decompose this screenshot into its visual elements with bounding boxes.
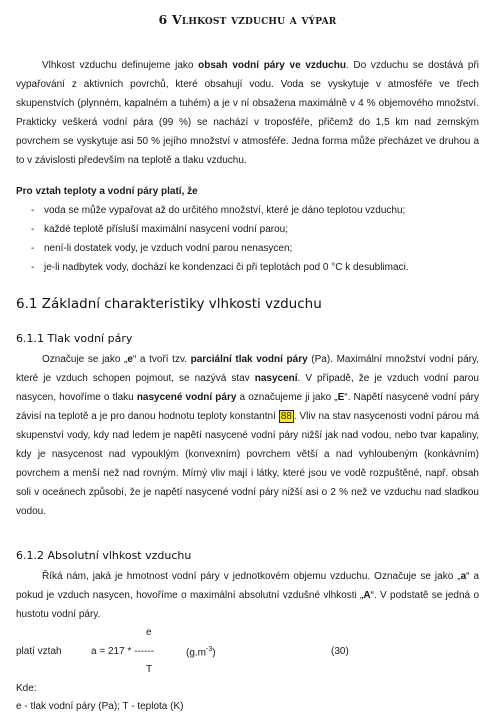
text-run: a označujeme ji jako „ bbox=[236, 392, 338, 403]
section-heading: 6.1 Základní charakteristiky vlhkosti vzduchu bbox=[16, 296, 322, 312]
text-run: “ a tvoří tzv. bbox=[132, 354, 191, 365]
dash-marker: - bbox=[31, 224, 35, 235]
symbol-e: e bbox=[127, 354, 133, 365]
equation-number: (30) bbox=[331, 646, 349, 657]
subsection-heading: 6.1.2 Absolutní vlhkost vzduchu bbox=[16, 549, 192, 562]
formula-denominator: T bbox=[146, 664, 153, 675]
dash-marker: - bbox=[31, 262, 35, 273]
formula-numerator: e bbox=[146, 627, 152, 638]
symbol-a: a bbox=[460, 571, 467, 582]
intro-bullet-list bbox=[16, 201, 479, 277]
where-label: Kde: bbox=[16, 683, 37, 694]
text-run: Říká nám, jaká je hmotnost vodní páry v jednotkovém objemu vzduchu. Označuje se jako „ bbox=[42, 571, 461, 582]
text-run: Označuje se jako „ bbox=[42, 354, 128, 365]
subsection-heading: 6.1.1 Tlak vodní páry bbox=[16, 332, 133, 345]
reference-link[interactable]: 88 bbox=[280, 411, 292, 422]
intro-lead: Pro vztah teploty a vodní páry platí, že bbox=[16, 186, 198, 197]
term-partial-pressure: parciální tlak vodní páry bbox=[190, 354, 308, 365]
unit-text: (g.m bbox=[186, 647, 206, 659]
list-item bbox=[16, 201, 479, 220]
list-item-text: je-li nadbytek vody, dochází ke kondenzaci či při teplotách pod 0 °C k desublimaci. bbox=[44, 262, 409, 273]
term-saturated-vapor: nasycené vodní páry bbox=[136, 392, 237, 403]
absolute-humidity-paragraph bbox=[16, 567, 479, 624]
text-run: “. V podstatě se jedná o hustotu vodní páry. bbox=[16, 590, 480, 620]
text-run: (Pa). Maximální množství vodní páry, které je vzduch schopen pojmout, se nazývá stav bbox=[16, 354, 479, 384]
formula-unit bbox=[186, 646, 216, 658]
symbol-E: E bbox=[337, 392, 345, 403]
term-saturation: nasycení bbox=[254, 373, 298, 384]
list-item-text: voda se může vypařovat až do určitého množství, které je dáno teplotou vzduchu; bbox=[44, 205, 406, 216]
list-item bbox=[16, 258, 479, 277]
dash-marker: - bbox=[31, 243, 35, 254]
intro-emphasis: obsah vodní páry ve vzduchu bbox=[198, 60, 346, 71]
symbol-A: A bbox=[363, 590, 371, 601]
text-run: . V případě, že je vzduch vodní parou nasycen, hovoříme o tlaku bbox=[16, 373, 479, 403]
formula-lead: platí vztah bbox=[16, 646, 62, 657]
intro-text: . Do vzduchu se dostává při vypařování z aktivních povrchů, které obsahují vodu. Voda se vyskytuje v atmosféře ve třech skupenstvích (plynném, kapalném a tuhém) a je v ní obsažena maximálně v 4 % objemového množství. Prakticky veškerá vodní pára (99 %) se nachází v troposféře, přičemž do 1,5 km nad zemským povrchem se vyskytuje asi 50 % jejího množství v atmosféře. Jedna forma může přecházet ve druhou a to v závislosti především na teplotě a tlaku vzduchu. bbox=[16, 60, 479, 166]
list-item bbox=[16, 239, 479, 258]
list-item bbox=[16, 220, 479, 239]
intro-paragraph bbox=[16, 56, 479, 170]
text-run: . Vliv na stav nasycenosti vodní párou má skupenství vody, kdy nad ledem je napětí nasycené vodní páry nižší jak nad vodou, nebo tvar kapaliny, kdy je nasycenost nad vypouklým (konvexním) povrchem větší a nad vyhloubeným (konkávním) povrchem a menší než nad rovným. Mírný vliv mají i látky, které jsou ve vodě rozpuštěné, např. obsah soli v oceánech způsobí, že je napětí nasycené vodní páry nižší asi o 2 % než ve vzduchu nad sladkou vodou. bbox=[16, 411, 479, 517]
text-run: “ a pokud je vzduch nasycen, hovoříme o maximální absolutní vzdušné vlhkosti „ bbox=[16, 571, 480, 601]
pressure-paragraph bbox=[16, 350, 479, 521]
formula-legend: e - tlak vodní páry (Pa); T - teplota (K) bbox=[16, 701, 184, 712]
list-item-text: každé teplotě přísluší maximální nasycení vodní parou; bbox=[44, 224, 289, 235]
intro-text: Vlhkost vzduchu definujeme jako bbox=[42, 60, 199, 71]
list-item-text: není-li dostatek vody, je vzduch vodní parou nenasycen; bbox=[44, 243, 293, 254]
formula-expression: a = 217 * ------ bbox=[91, 646, 155, 657]
dash-marker: - bbox=[31, 205, 35, 216]
text-run: “. Napětí nasycené vodní páry závisí na teplotě a je pro danou hodnotu teploty konstantní bbox=[16, 392, 479, 422]
chapter-title: 6 Vlhkost vzduchu a výpar bbox=[158, 12, 337, 27]
unit-exponent: -3 bbox=[206, 646, 213, 653]
unit-text: ) bbox=[212, 647, 216, 659]
